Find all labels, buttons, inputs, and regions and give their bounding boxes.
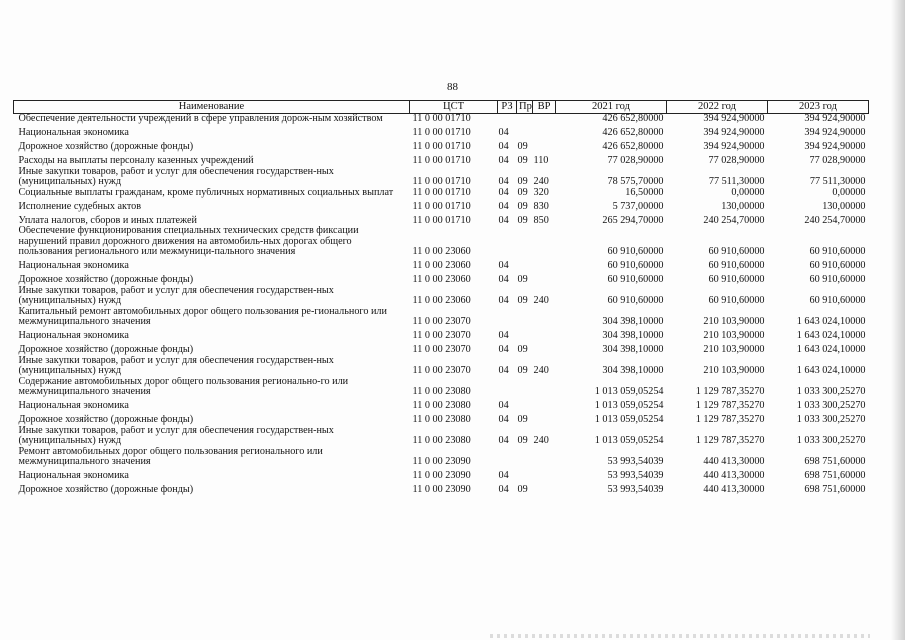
- cell-2021: 5 737,00000: [612, 200, 664, 212]
- cell-cst: 11 0 00 23080: [412, 435, 471, 446]
- cell-rz: 04: [498, 274, 509, 285]
- cell-cst: 11 0 00 23070: [412, 330, 471, 341]
- header-2021: 2021 год: [556, 101, 667, 114]
- table-row: [14, 258, 869, 272]
- cell-2021: 60 910,60000: [607, 260, 664, 271]
- cell-name: Национальная экономика: [18, 127, 129, 138]
- cell-rz: 04: [498, 155, 509, 166]
- cell-pr: 09: [517, 176, 528, 187]
- cell-name: Дорожное хозяйство (дорожные фонды): [18, 141, 194, 152]
- cell-2022: 60 910,60000: [708, 274, 765, 285]
- table-row: [14, 356, 869, 377]
- cell-cst: 11 0 00 23090: [412, 470, 471, 481]
- cell-cst: 11 0 00 23060: [412, 246, 471, 257]
- cell-2023: 698 751,60000: [804, 470, 866, 481]
- cell-cst: 11 0 00 23070: [412, 365, 471, 376]
- cell-2022: 394 924,90000: [703, 113, 765, 124]
- cell-vr: [533, 307, 556, 328]
- cell-2022: 210 103,90000: [703, 330, 765, 341]
- cell-name: Дорожное хозяйство (дорожные фонды): [18, 414, 194, 425]
- table-row: [14, 226, 869, 258]
- table-row: [14, 447, 869, 468]
- cell-name: Иные закупки товаров, работ и услуг для обеспечения государствен-ных (муниципальных) нужд: [18, 285, 334, 306]
- cell-name: Национальная экономика: [18, 470, 129, 481]
- cell-2023: 1 643 024,10000: [796, 344, 866, 355]
- cell-pr: 09: [517, 414, 528, 425]
- cell-2023: 130,00000: [822, 200, 866, 212]
- cell-pr: [517, 328, 533, 342]
- cell-name: Капитальный ремонт автомобильных дорог общего пользования ре-гионального или межмуниципального значения: [18, 306, 387, 327]
- cell-vr: 830: [533, 200, 549, 212]
- cell-vr: 240: [533, 365, 549, 376]
- cell-2021: 304 398,10000: [602, 365, 664, 376]
- budget-table: [13, 100, 869, 496]
- cell-cst: 11 0 00 23070: [412, 316, 471, 327]
- cell-vr: 850: [533, 214, 549, 226]
- table-row: [14, 342, 869, 356]
- header-cst: ЦСТ: [410, 101, 498, 114]
- cell-vr: 320: [533, 187, 549, 198]
- table-row: [14, 426, 869, 447]
- cell-pr: [517, 258, 533, 272]
- table-row: [14, 139, 869, 153]
- cell-rz: 04: [498, 435, 509, 446]
- cell-2023: 394 924,90000: [804, 127, 866, 138]
- cell-2022: 394 924,90000: [703, 141, 765, 152]
- scan-edge-shadow: [891, 0, 905, 640]
- table-row: [14, 412, 869, 426]
- cell-2022: 1 129 787,35270: [695, 386, 765, 397]
- cell-rz: 04: [498, 260, 509, 271]
- cell-pr: 09: [517, 484, 528, 495]
- cell-name: Иные закупки товаров, работ и услуг для обеспечения государствен-ных (муниципальных) нужд: [18, 425, 334, 446]
- cell-name: Обеспечение функционирования специальных технических средств фиксации нарушений правил дорожного движения на автомобиль-ных дорогах общего пользования регионального или межмуници-пального значения: [18, 226, 359, 257]
- cell-pr: 09: [517, 141, 528, 152]
- cell-name: Обеспечение деятельности учреждений в сфере управления дорож-ным хозяйством: [18, 113, 383, 124]
- table-row: [14, 328, 869, 342]
- page-number: 88: [447, 81, 458, 93]
- cell-name: Дорожное хозяйство (дорожные фонды): [18, 484, 194, 495]
- cell-vr: [533, 226, 556, 258]
- cell-2022: 130,00000: [721, 200, 765, 212]
- cell-2022: 440 413,30000: [703, 470, 765, 481]
- cell-2022: 210 103,90000: [703, 365, 765, 376]
- cell-2022: 0,00000: [731, 187, 765, 198]
- cell-2021: 426 652,80000: [602, 141, 664, 152]
- cell-2021: 60 910,60000: [607, 274, 664, 285]
- table-row: [14, 198, 869, 212]
- cell-2021: 426 652,80000: [602, 127, 664, 138]
- cell-2022: 210 103,90000: [703, 344, 765, 355]
- cell-rz: [498, 377, 517, 398]
- cell-pr: 09: [517, 435, 528, 446]
- cell-cst: 11 0 00 23090: [412, 456, 471, 467]
- cell-2021: 53 993,54039: [607, 470, 664, 481]
- header-pr: Пр: [517, 101, 533, 114]
- cell-rz: [498, 226, 517, 258]
- cell-2023: 60 910,60000: [809, 274, 866, 285]
- cell-2021: 1 013 059,05254: [594, 435, 664, 446]
- cell-2021: 304 398,10000: [602, 344, 664, 355]
- cell-vr: [533, 125, 556, 139]
- cell-2021: 53 993,54039: [607, 456, 664, 467]
- cell-cst: 11 0 00 01710: [412, 176, 471, 187]
- cell-rz: 04: [498, 127, 509, 138]
- cell-2023: 1 643 024,10000: [796, 316, 866, 327]
- cell-cst: 11 0 00 01710: [412, 141, 471, 152]
- cell-2023: 240 254,70000: [804, 214, 866, 226]
- cell-vr: [533, 468, 556, 482]
- cell-cst: 11 0 00 23080: [412, 400, 471, 411]
- cell-name: Социальные выплаты гражданам, кроме публичных нормативных социальных выплат: [18, 187, 394, 198]
- cell-name: Иные закупки товаров, работ и услуг для обеспечения государствен-ных (муниципальных) нужд: [18, 166, 334, 187]
- cell-2021: 1 013 059,05254: [594, 386, 664, 397]
- table-row: [14, 377, 869, 398]
- cell-2021: 16,50000: [625, 187, 664, 198]
- cell-vr: 240: [533, 435, 549, 446]
- cell-2021: 304 398,10000: [602, 316, 664, 327]
- cell-pr: 09: [517, 295, 528, 306]
- cell-2022: 1 129 787,35270: [695, 414, 765, 425]
- cell-2022: 60 910,60000: [708, 260, 765, 271]
- table-row: [14, 114, 869, 125]
- cell-pr: 09: [517, 365, 528, 376]
- header-2023: 2023 год: [768, 101, 869, 114]
- cell-cst: 11 0 00 23060: [412, 274, 471, 285]
- cell-2023: 1 033 300,25270: [796, 386, 866, 397]
- cell-cst: 11 0 00 01710: [412, 214, 471, 226]
- cell-pr: 09: [517, 187, 528, 198]
- cell-2023: 77 028,90000: [809, 155, 866, 166]
- cell-2021: 426 652,80000: [602, 113, 664, 124]
- cell-2023: 698 751,60000: [804, 456, 866, 467]
- cell-2021: 60 910,60000: [607, 246, 664, 257]
- header-row: [14, 101, 869, 114]
- cell-rz: 04: [498, 344, 509, 355]
- cell-rz: [498, 447, 517, 468]
- cell-rz: 04: [498, 141, 509, 152]
- cell-cst: 11 0 00 01710: [412, 113, 471, 124]
- header-name: Наименование: [14, 101, 410, 114]
- cell-2022: 440 413,30000: [703, 484, 765, 495]
- cell-vr: [533, 377, 556, 398]
- cell-2022: 77 511,30000: [708, 176, 765, 187]
- cell-vr: 110: [533, 155, 549, 166]
- cell-rz: [498, 307, 517, 328]
- cell-2023: 60 910,60000: [809, 260, 866, 271]
- cell-cst: 11 0 00 23060: [412, 295, 471, 306]
- cell-2022: 1 129 787,35270: [695, 400, 765, 411]
- cell-2023: 1 033 300,25270: [796, 435, 866, 446]
- cell-rz: 04: [498, 330, 509, 341]
- cell-pr: [517, 114, 533, 125]
- cell-name: Дорожное хозяйство (дорожные фонды): [18, 344, 194, 355]
- cell-cst: 11 0 00 23080: [412, 414, 471, 425]
- cell-vr: [533, 328, 556, 342]
- cell-name: Национальная экономика: [18, 330, 129, 341]
- cell-cst: 11 0 00 01710: [412, 155, 471, 166]
- cell-2022: 60 910,60000: [708, 295, 765, 306]
- cell-2021: 304 398,10000: [602, 330, 664, 341]
- cell-2023: 60 910,60000: [809, 295, 866, 306]
- cell-cst: 11 0 00 23090: [412, 484, 471, 495]
- cell-2023: 394 924,90000: [804, 113, 866, 124]
- cell-name: Дорожное хозяйство (дорожные фонды): [18, 274, 194, 285]
- header-rz: РЗ: [498, 101, 517, 114]
- cell-2022: 1 129 787,35270: [695, 435, 765, 446]
- cell-pr: [517, 398, 533, 412]
- header-vr: ВР: [533, 101, 556, 114]
- cell-rz: 04: [498, 365, 509, 376]
- cell-pr: [517, 468, 533, 482]
- cell-cst: 11 0 00 01710: [412, 187, 471, 198]
- cell-rz: 04: [498, 414, 509, 425]
- cell-vr: [533, 398, 556, 412]
- cell-vr: 240: [533, 176, 549, 187]
- cell-2021: 77 028,90000: [607, 155, 664, 166]
- cell-rz: 04: [498, 214, 509, 226]
- cell-2022: 394 924,90000: [703, 127, 765, 138]
- cell-vr: [533, 139, 556, 153]
- scan-bottom-noise: [490, 634, 870, 638]
- cell-pr: 09: [517, 274, 528, 285]
- table-row: [14, 167, 869, 188]
- cell-rz: 04: [498, 295, 509, 306]
- cell-pr: [517, 226, 533, 258]
- cell-2023: 1 643 024,10000: [796, 330, 866, 341]
- cell-name: Содержание автомобильных дорог общего пользования регионально-го или межмуниципального значения: [18, 376, 349, 397]
- cell-2023: 1 033 300,25270: [796, 400, 866, 411]
- table-row: [14, 482, 869, 496]
- cell-vr: 240: [533, 295, 549, 306]
- cell-2022: 60 910,60000: [708, 246, 765, 257]
- cell-2023: 1 033 300,25270: [796, 414, 866, 425]
- table-header: [14, 101, 869, 114]
- cell-cst: 11 0 00 23070: [412, 344, 471, 355]
- cell-vr: [533, 258, 556, 272]
- table-row: [14, 307, 869, 328]
- cell-2021: 265 294,70000: [602, 214, 664, 226]
- cell-pr: [517, 307, 533, 328]
- header-2022: 2022 год: [667, 101, 768, 114]
- cell-2021: 60 910,60000: [607, 295, 664, 306]
- table-row: [14, 212, 869, 226]
- cell-vr: [533, 447, 556, 468]
- cell-name: Иные закупки товаров, работ и услуг для обеспечения государствен-ных (муниципальных) нужд: [18, 355, 334, 376]
- cell-cst: 11 0 00 01710: [412, 127, 471, 138]
- table-row: [14, 286, 869, 307]
- cell-vr: [533, 114, 556, 125]
- cell-2023: 1 643 024,10000: [796, 365, 866, 376]
- table-row: [14, 272, 869, 286]
- cell-2021: 1 013 059,05254: [594, 414, 664, 425]
- cell-rz: 04: [498, 176, 509, 187]
- cell-rz: 04: [498, 187, 509, 198]
- cell-2021: 53 993,54039: [607, 484, 664, 495]
- cell-2022: 440 413,30000: [703, 456, 765, 467]
- cell-2021: 78 575,70000: [607, 176, 664, 187]
- cell-2022: 240 254,70000: [703, 214, 765, 226]
- cell-rz: 04: [498, 200, 509, 212]
- cell-pr: [517, 377, 533, 398]
- cell-2022: 210 103,90000: [703, 316, 765, 327]
- cell-pr: [517, 125, 533, 139]
- cell-2023: 394 924,90000: [804, 141, 866, 152]
- cell-2023: 77 511,30000: [809, 176, 866, 187]
- table-body: [14, 114, 869, 496]
- table-row: [14, 153, 869, 167]
- cell-rz: 04: [498, 484, 509, 495]
- cell-vr: [533, 272, 556, 286]
- table-row: [14, 468, 869, 482]
- cell-2022: 77 028,90000: [708, 155, 765, 166]
- cell-vr: [533, 342, 556, 356]
- cell-2021: 1 013 059,05254: [594, 400, 664, 411]
- cell-pr: [517, 447, 533, 468]
- cell-2023: 698 751,60000: [804, 484, 866, 495]
- cell-rz: 04: [498, 470, 509, 481]
- cell-pr: 09: [517, 155, 528, 166]
- table-row: [14, 398, 869, 412]
- cell-cst: 11 0 00 23060: [412, 260, 471, 271]
- cell-name: Национальная экономика: [18, 400, 129, 411]
- table-row: [14, 188, 869, 199]
- cell-name: Ремонт автомобильных дорог общего пользования регионального или межмуниципального значения: [18, 446, 323, 467]
- cell-2023: 60 910,60000: [809, 246, 866, 257]
- cell-2023: 0,00000: [832, 187, 866, 198]
- cell-name: Уплата налогов, сборов и иных платежей: [18, 214, 197, 226]
- cell-cst: 11 0 00 01710: [412, 200, 471, 212]
- cell-vr: [533, 482, 556, 496]
- table-row: [14, 125, 869, 139]
- cell-cst: 11 0 00 23080: [412, 386, 471, 397]
- cell-rz: 04: [498, 400, 509, 411]
- cell-name: Расходы на выплаты персоналу казенных учреждений: [18, 155, 254, 166]
- cell-vr: [533, 412, 556, 426]
- cell-pr: 09: [517, 200, 528, 212]
- cell-pr: 09: [517, 214, 528, 226]
- cell-name: Национальная экономика: [18, 260, 129, 271]
- cell-name: Исполнение судебных актов: [18, 200, 142, 212]
- cell-rz: [498, 114, 517, 125]
- cell-pr: 09: [517, 344, 528, 355]
